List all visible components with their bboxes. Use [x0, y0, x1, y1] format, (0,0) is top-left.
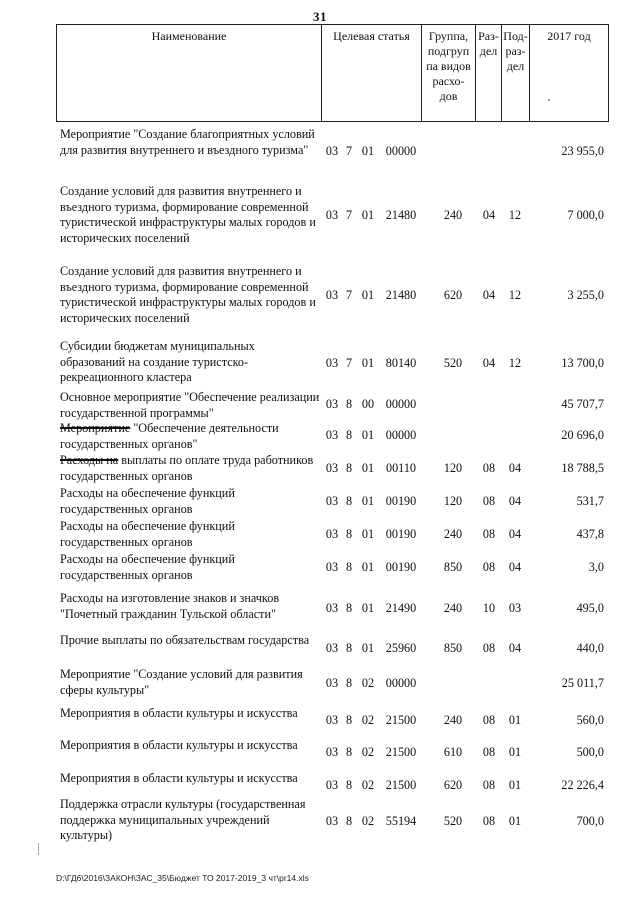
- target-code-event: 02: [361, 778, 375, 792]
- amount-2017: 13 700,0: [561, 356, 604, 370]
- subsection-code: 03: [508, 601, 522, 615]
- target-code-subprogram: 8: [345, 745, 353, 759]
- target-code-direction: 00110: [385, 461, 417, 475]
- target-code-subprogram: 8: [345, 778, 353, 792]
- section-code: 08: [482, 494, 496, 508]
- amount-2017: 3,0: [588, 560, 604, 574]
- amount-2017: 25 011,7: [561, 676, 604, 690]
- expense-group: 120: [443, 461, 463, 475]
- target-code-direction: 21490: [385, 601, 417, 615]
- target-code-direction: 00000: [385, 397, 417, 411]
- target-code-program: 03: [325, 814, 339, 828]
- page-number: 31: [313, 9, 327, 24]
- table-row: [56, 127, 609, 177]
- target-code-program: 03: [325, 144, 339, 158]
- row-name: Расходы на изготовление знаков и значков "Почетный гражданин Тульской области": [60, 591, 280, 621]
- amount-2017: 531,7: [576, 494, 604, 508]
- table-row: [56, 667, 609, 701]
- header-year-label: 2017 год: [547, 29, 591, 43]
- target-code-program: 03: [325, 461, 339, 475]
- target-code-direction: 25960: [385, 641, 417, 655]
- amount-2017: 437,8: [576, 527, 604, 541]
- expense-group: 520: [443, 814, 463, 828]
- target-code-subprogram: 8: [345, 428, 353, 442]
- target-code-direction: 00000: [385, 144, 417, 158]
- expense-group: 240: [443, 208, 463, 222]
- amount-2017: 45 707,7: [561, 397, 604, 411]
- expense-group: 240: [443, 601, 463, 615]
- target-code-subprogram: 7: [345, 208, 353, 222]
- expense-group: 520: [443, 356, 463, 370]
- section-code: 08: [482, 778, 496, 792]
- section-code: 04: [482, 288, 496, 302]
- row-name: Поддержка отрасли культуры (государственная поддержка муниципальных учреждений культуры): [60, 797, 306, 842]
- subsection-code: 12: [508, 208, 522, 222]
- section-code: 08: [482, 527, 496, 541]
- target-code-event: 02: [361, 814, 375, 828]
- target-code-event: 01: [361, 428, 375, 442]
- header-section-cell: [475, 25, 501, 121]
- amount-2017: 560,0: [576, 713, 604, 727]
- row-name: Мероприятие "Создание благоприятных условий для развития внутреннего и въездного туризма": [60, 127, 315, 157]
- row-name: Расходы на обеспечение функций государственных органов: [60, 552, 235, 582]
- subsection-code: 01: [508, 814, 522, 828]
- expense-group: 240: [443, 713, 463, 727]
- row-name: Создание условий для развития внутреннего и въездного туризма, формирование современной туристической инфраструктуры малых городов и исторических поселений: [60, 264, 316, 325]
- target-code-program: 03: [325, 676, 339, 690]
- target-code-subprogram: 8: [345, 527, 353, 541]
- amount-2017: 7 000,0: [567, 208, 604, 222]
- target-code-program: 03: [325, 208, 339, 222]
- header-section-line: Раз-: [478, 29, 499, 43]
- row-name: Расходы на обеспечение функций государственных органов: [60, 519, 235, 549]
- expense-group: 120: [443, 494, 463, 508]
- target-code-program: 03: [325, 745, 339, 759]
- amount-2017: 3 255,0: [567, 288, 604, 302]
- target-code-event: 01: [361, 527, 375, 541]
- amount-2017: 500,0: [576, 745, 604, 759]
- scan-mark: [548, 99, 550, 101]
- target-code-program: 03: [325, 641, 339, 655]
- target-code-subprogram: 8: [345, 560, 353, 574]
- header-section-line: дел: [479, 44, 498, 58]
- amount-2017: 22 226,4: [561, 778, 604, 792]
- target-code-event: 02: [361, 676, 375, 690]
- subsection-code: 01: [508, 745, 522, 759]
- target-code-subprogram: 8: [345, 713, 353, 727]
- target-code-program: 03: [325, 356, 339, 370]
- target-code-direction: 21480: [385, 208, 417, 222]
- header-group-line: па видов: [426, 59, 471, 73]
- target-code-direction: 21500: [385, 713, 417, 727]
- target-code-program: 03: [325, 527, 339, 541]
- section-code: 08: [482, 560, 496, 574]
- row-name: Мероприятие "Создание условий для развития сферы культуры": [60, 667, 303, 697]
- section-code: 08: [482, 713, 496, 727]
- subsection-code: 04: [508, 461, 522, 475]
- expense-group: 610: [443, 745, 463, 759]
- target-code-event: 01: [361, 494, 375, 508]
- target-code-event: 01: [361, 560, 375, 574]
- target-code-event: 01: [361, 641, 375, 655]
- target-code-event: 01: [361, 208, 375, 222]
- header-group-line: расхо-: [432, 74, 465, 88]
- table-row: [56, 264, 609, 328]
- table-row: [56, 453, 609, 484]
- subsection-code: 04: [508, 527, 522, 541]
- target-code-direction: 00190: [385, 560, 417, 574]
- amount-2017: 495,0: [576, 601, 604, 615]
- target-code-program: 03: [325, 494, 339, 508]
- amount-2017: 700,0: [576, 814, 604, 828]
- header-group-cell: [421, 25, 475, 121]
- target-code-program: 03: [325, 560, 339, 574]
- header-subsection-line: раз-: [505, 44, 526, 58]
- amount-2017: 23 955,0: [561, 144, 604, 158]
- subsection-code: 04: [508, 560, 522, 574]
- section-code: 04: [482, 356, 496, 370]
- target-code-subprogram: 8: [345, 814, 353, 828]
- expense-group: 620: [443, 288, 463, 302]
- file-path-footer: D:\ГД6\2016\ЗАКОН\ЗАС_35\Бюджет ТО 2017-2019_3 чт\pr14.xls: [56, 873, 309, 883]
- target-code-direction: 21500: [385, 778, 417, 792]
- target-code-direction: 80140: [385, 356, 417, 370]
- target-code-subprogram: 7: [345, 288, 353, 302]
- target-code-subprogram: 8: [345, 461, 353, 475]
- row-name: Создание условий для развития внутреннего и въездного туризма, формирование современной туристической инфраструктуры малых городов и исторических поселений: [60, 184, 316, 245]
- target-code-subprogram: 7: [345, 356, 353, 370]
- table-header: [56, 24, 609, 122]
- row-name: Мероприятие "Обеспечение деятельности государственных органов": [60, 421, 279, 451]
- header-subsection-line: Под-: [503, 29, 528, 43]
- target-code-subprogram: 8: [345, 641, 353, 655]
- header-name-label: Наименование: [151, 29, 227, 43]
- row-name: Мероприятия в области культуры и искусства: [60, 706, 298, 720]
- target-code-direction: 00000: [385, 428, 417, 442]
- section-code: 04: [482, 208, 496, 222]
- target-code-event: 01: [361, 288, 375, 302]
- target-code-direction: 21500: [385, 745, 417, 759]
- table-row: [56, 486, 609, 518]
- subsection-code: 04: [508, 641, 522, 655]
- table-row: [56, 421, 609, 451]
- row-name: Мероприятия в области культуры и искусства: [60, 738, 298, 752]
- table-row: [56, 591, 609, 627]
- row-name: Расходы на обеспечение функций государственных органов: [60, 486, 235, 516]
- table-row: [56, 519, 609, 551]
- table-row: [56, 738, 609, 768]
- target-code-subprogram: 7: [345, 144, 353, 158]
- section-code: 10: [482, 601, 496, 615]
- expense-group: 620: [443, 778, 463, 792]
- table-row: [56, 339, 609, 389]
- target-code-event: 02: [361, 745, 375, 759]
- expense-group: 240: [443, 527, 463, 541]
- header-group-line: Группа,: [428, 29, 469, 43]
- amount-2017: 18 788,5: [561, 461, 604, 475]
- section-code: 08: [482, 461, 496, 475]
- subsection-code: 01: [508, 778, 522, 792]
- subsection-code: 12: [508, 288, 522, 302]
- header-year-cell: [529, 25, 608, 121]
- row-name: Прочие выплаты по обязательствам государства: [60, 633, 310, 647]
- target-code-subprogram: 8: [345, 494, 353, 508]
- table-row: [56, 552, 609, 584]
- header-group-line: подгруп: [427, 44, 470, 58]
- target-code-subprogram: 8: [345, 601, 353, 615]
- row-name: Расходы на выплаты по оплате труда работников государственных органов: [60, 453, 314, 483]
- header-group-line: дов: [439, 89, 458, 103]
- section-code: 08: [482, 641, 496, 655]
- table-row: [56, 184, 609, 248]
- margin-mark: [38, 843, 39, 855]
- expense-group: 850: [443, 641, 463, 655]
- target-code-direction: 00190: [385, 494, 417, 508]
- target-code-direction: 55194: [385, 814, 417, 828]
- subsection-code: 04: [508, 494, 522, 508]
- target-code-direction: 21480: [385, 288, 417, 302]
- row-name: Субсидии бюджетам муниципальных образований на создание туристско-рекреационного кластера: [60, 339, 255, 384]
- table-row: [56, 633, 609, 665]
- target-code-direction: 00000: [385, 676, 417, 690]
- target-code-subprogram: 8: [345, 676, 353, 690]
- target-code-direction: 00190: [385, 527, 417, 541]
- table-row: [56, 797, 609, 847]
- target-code-program: 03: [325, 778, 339, 792]
- target-code-program: 03: [325, 397, 339, 411]
- header-name-cell: [57, 25, 321, 121]
- header-target-label: Целевая статья: [333, 29, 410, 43]
- target-code-program: 03: [325, 428, 339, 442]
- target-code-event: 01: [361, 356, 375, 370]
- expense-group: 850: [443, 560, 463, 574]
- target-code-program: 03: [325, 288, 339, 302]
- target-code-event: 01: [361, 144, 375, 158]
- amount-2017: 20 696,0: [561, 428, 604, 442]
- subsection-code: 01: [508, 713, 522, 727]
- target-code-event: 00: [361, 397, 375, 411]
- row-name: Мероприятия в области культуры и искусства: [60, 771, 298, 785]
- table-row: [56, 390, 609, 420]
- target-code-program: 03: [325, 601, 339, 615]
- target-code-subprogram: 8: [345, 397, 353, 411]
- target-code-event: 01: [361, 601, 375, 615]
- target-code-event: 01: [361, 461, 375, 475]
- target-code-event: 02: [361, 713, 375, 727]
- row-name: Основное мероприятие "Обеспечение реализации государственной программы": [60, 390, 320, 420]
- header-target-cell: [321, 25, 421, 121]
- header-subsection-line: дел: [506, 59, 525, 73]
- section-code: 08: [482, 814, 496, 828]
- section-code: 08: [482, 745, 496, 759]
- header-subsection-cell: [501, 25, 529, 121]
- subsection-code: 12: [508, 356, 522, 370]
- table-row: [56, 706, 609, 736]
- target-code-program: 03: [325, 713, 339, 727]
- amount-2017: 440,0: [576, 641, 604, 655]
